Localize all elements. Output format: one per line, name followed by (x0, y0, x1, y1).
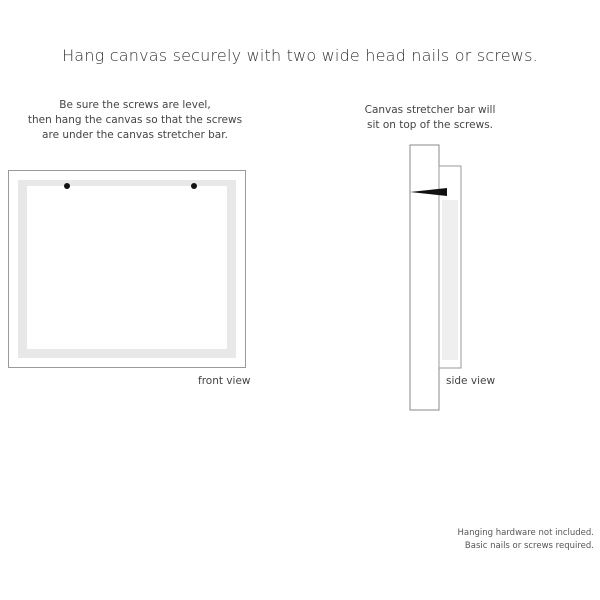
side-view-caption: side view (446, 375, 496, 387)
front-view-caption: front view (198, 375, 251, 387)
front-instruction-note (0, 98, 270, 143)
right-screw-icon (191, 183, 197, 189)
left-screw-icon (64, 183, 70, 189)
hardware-footnote (458, 527, 594, 553)
front-note-line-1: Be sure the screws are level, (59, 99, 211, 111)
canvas-side-strip (442, 200, 458, 360)
wall-board (410, 145, 439, 410)
instruction-title: Hang canvas securely with two wide head nails or screws. (62, 46, 538, 65)
side-note-line-2: sit on top of the screws. (366, 119, 493, 131)
side-note-line-1: Canvas stretcher bar will (364, 104, 496, 116)
footnote-line-2: Basic nails or screws required. (464, 541, 594, 551)
stretcher-bar-outline (18, 180, 236, 358)
front-note-line-3: are under the canvas stretcher bar. (42, 129, 228, 141)
footnote-line-1: Hanging hardware not included. (457, 528, 594, 538)
front-note-line-2: then hang the canvas so that the screws (27, 114, 243, 126)
side-instruction-note (330, 103, 530, 133)
canvas-front-view (8, 170, 246, 368)
